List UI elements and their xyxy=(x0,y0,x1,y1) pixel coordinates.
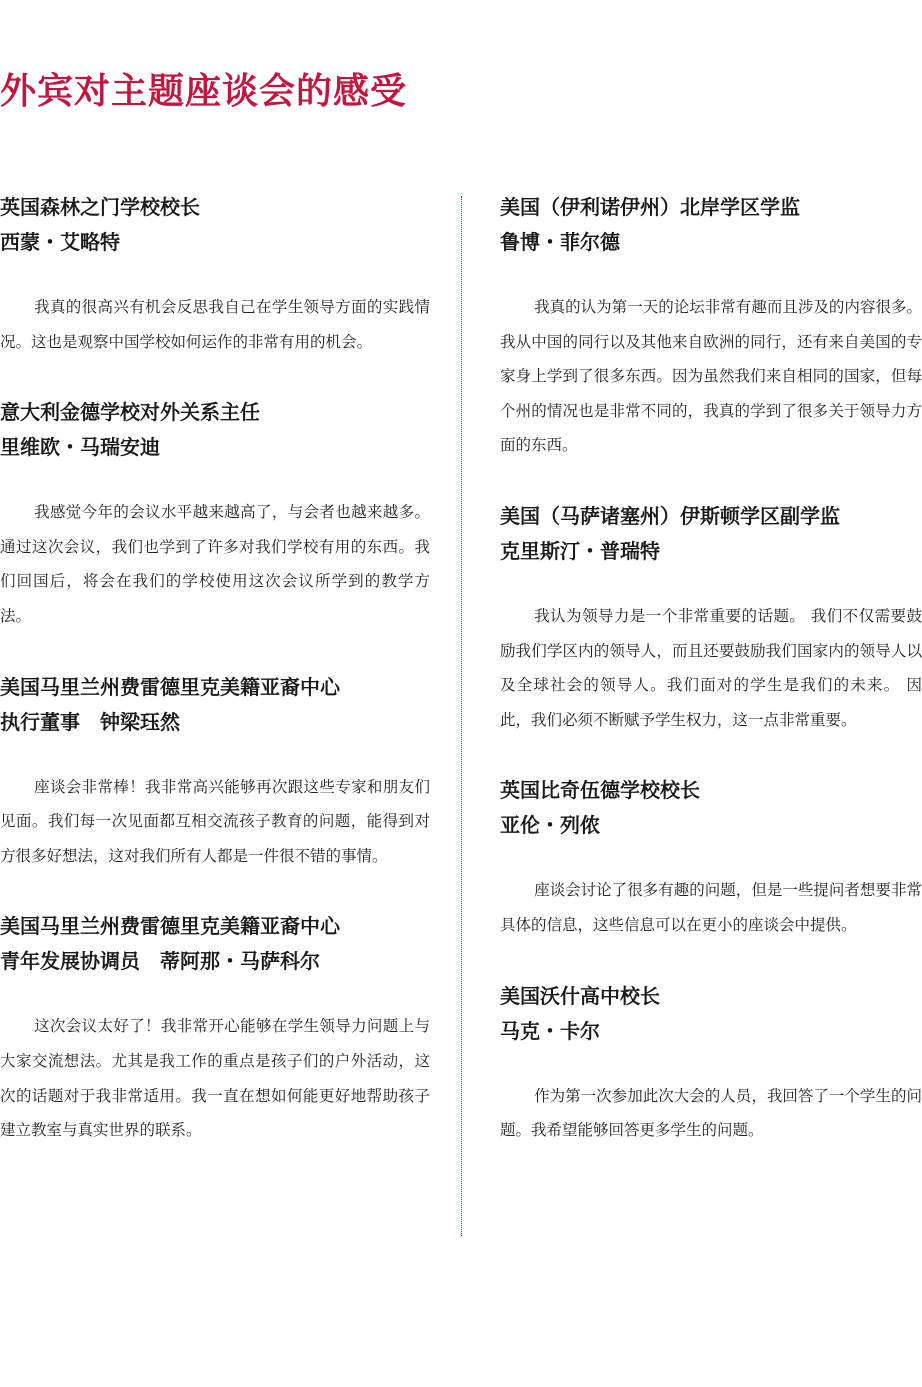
testimonial-entry xyxy=(500,979,922,1148)
speaker-name: 执行董事 钟梁珏然 xyxy=(0,709,180,734)
testimonial-text: 作为第一次参加此次大会的人员，我回答了一个学生的问题。我希望能够回答更多学生的问题。 xyxy=(500,1086,922,1140)
testimonial-text: 我认为领导力是一个非常重要的话题。 我们不仅需要鼓励我们学区内的领导人，而且还要鼓励我们国家内的领导人以及全球社会的领导人。我们面对的学生是我们的未来。 因此，我们必须不断赋予学生权力，这一点非常重要。 xyxy=(500,606,922,729)
testimonial-text: 我感觉今年的会议水平越来越高了，与会者也越来越多。通过这次会议，我们也学到了许多对我们学校有用的东西。我们回国后，将会在我们的学校使用这次会议所学到的教学方法。 xyxy=(0,503,430,625)
speaker-heading xyxy=(0,395,430,465)
speaker-heading xyxy=(500,773,922,843)
speaker-name: 亚伦・列侬 xyxy=(500,813,600,838)
speaker-title: 美国沃什高中校长 xyxy=(500,983,660,1008)
left-column xyxy=(0,190,430,1184)
testimonial-entry xyxy=(0,190,430,359)
testimonial-entry xyxy=(0,909,430,1147)
speaker-heading xyxy=(500,190,922,260)
speaker-title: 美国马里兰州费雷德里克美籍亚裔中心 xyxy=(0,914,340,939)
page-title: 外宾对主题座谈会的感受 xyxy=(0,71,408,112)
speaker-title: 美国（伊利诺伊州）北岸学区学监 xyxy=(500,195,800,219)
testimonial-entry xyxy=(500,190,922,463)
speaker-title: 美国马里兰州费雷德里克美籍亚裔中心 xyxy=(0,674,340,699)
speaker-title: 英国比奇伍德学校校长 xyxy=(500,778,700,803)
testimonial-text: 我真的认为第一天的论坛非常有趣而且涉及的内容很多。我从中国的同行以及其他来自欧洲的同行，还有来自美国的专家身上学到了很多东西。因为虽然我们来自相同的国家，但每个州的情况也是非常不同的，我真的学到了很多关于领导力方面的东西。 xyxy=(500,298,922,455)
testimonial-text: 座谈会讨论了很多有趣的问题，但是一些提问者想要非常具体的信息，这些信息可以在更小的座谈会中提供。 xyxy=(500,881,922,934)
speaker-heading xyxy=(500,499,922,569)
speaker-title: 英国森林之门学校校长 xyxy=(0,195,200,219)
speaker-name: 里维欧・马瑞安迪 xyxy=(0,435,160,460)
speaker-title: 意大利金德学校对外关系主任 xyxy=(0,400,260,425)
speaker-heading xyxy=(0,190,430,260)
testimonial-entry xyxy=(0,395,430,633)
testimonial-text: 这次会议太好了！我非常开心能够在学生领导力问题上与大家交流想法。尤其是我工作的重点是孩子们的户外活动，这次的话题对于我非常适用。我一直在想如何能更好地帮助孩子建立教室与真实世界的联系。 xyxy=(0,1017,430,1140)
testimonial-entry xyxy=(0,670,430,874)
speaker-name: 马克・卡尔 xyxy=(500,1018,600,1043)
speaker-title: 美国（马萨诸塞州）伊斯顿学区副学监 xyxy=(500,503,840,528)
testimonial-entry xyxy=(500,773,922,942)
speaker-name: 青年发展协调员 蒂阿那・马萨科尔 xyxy=(0,949,320,974)
testimonial-entry xyxy=(500,499,922,737)
speaker-name: 克里斯汀・普瑞特 xyxy=(500,538,660,563)
testimonial-text: 座谈会非常棒！我非常高兴能够再次跟这些专家和朋友们见面。我们每一次见面都互相交流孩子教育的问题，能得到对方很多好想法，这对我们所有人都是一件很不错的事情。 xyxy=(0,777,430,865)
column-divider xyxy=(461,196,462,1236)
speaker-name: 西蒙・艾略特 xyxy=(0,230,120,254)
speaker-name: 鲁博・菲尔德 xyxy=(500,230,620,254)
testimonial-text: 我真的很高兴有机会反思我自己在学生领导方面的实践情况。这也是观察中国学校如何运作的非常有用的机会。 xyxy=(0,298,430,351)
speaker-heading xyxy=(0,909,430,979)
speaker-heading xyxy=(0,670,430,740)
speaker-heading xyxy=(500,979,922,1049)
right-column xyxy=(500,190,922,1184)
